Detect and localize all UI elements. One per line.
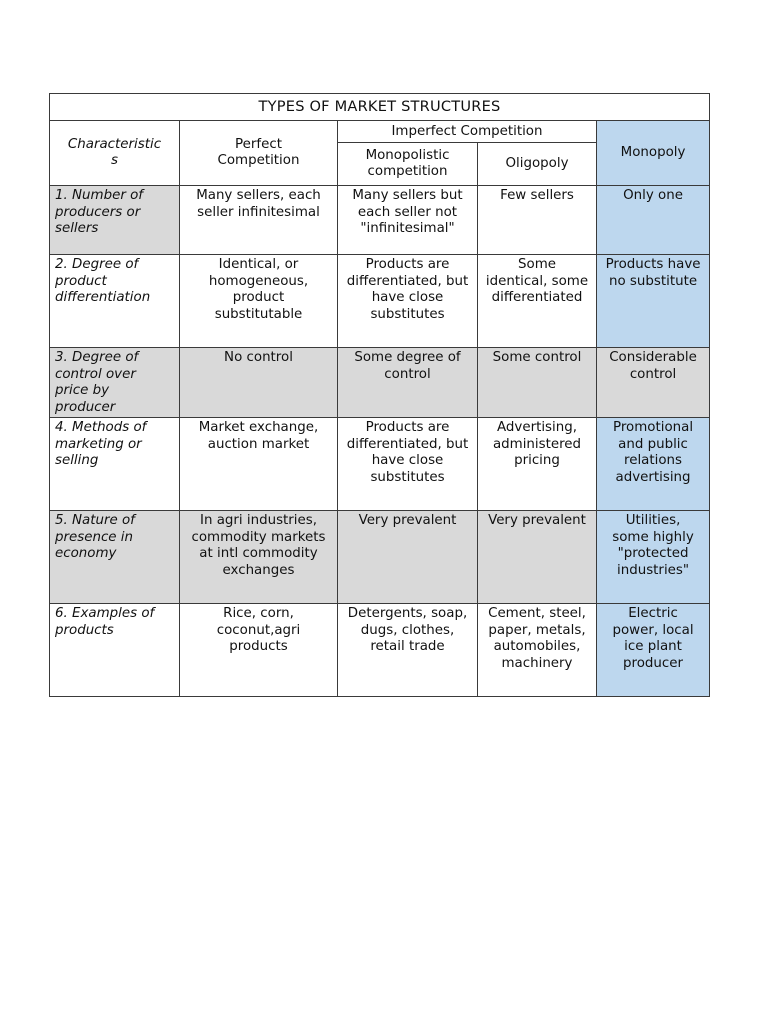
table-title: TYPES OF MARKET STRUCTURES <box>50 94 710 121</box>
cell-monopoly: Promotional and public relations advertising <box>597 418 710 511</box>
cell-monopoly: Considerable control <box>597 348 710 418</box>
cell-perfect: Market exchange, auction market <box>180 418 338 511</box>
row-characteristic: 1. Number of producers or sellers <box>50 186 180 255</box>
cell-monopoly: Electric power, local ice plant producer <box>597 604 710 697</box>
row-characteristic: 2. Degree of product differentiation <box>50 255 180 348</box>
cell-monopolistic: Many sellers but each seller not "infinitesimal" <box>338 186 478 255</box>
cell-oligopoly: Some identical, some differentiated <box>478 255 597 348</box>
row-characteristic: 3. Degree of control over price by producer <box>50 348 180 418</box>
market-structures-table <box>49 93 710 697</box>
cell-perfect: No control <box>180 348 338 418</box>
row-characteristic: 4. Methods of marketing or selling <box>50 418 180 511</box>
header-oligopoly: Oligopoly <box>478 143 597 186</box>
cell-perfect: Rice, corn, coconut,agri products <box>180 604 338 697</box>
row-characteristic: 6. Examples of products <box>50 604 180 697</box>
table-row <box>50 255 710 348</box>
cell-monopolistic: Detergents, soap, dugs, clothes, retail trade <box>338 604 478 697</box>
header-monopoly: Monopoly <box>597 121 710 186</box>
cell-monopolistic: Products are differentiated, but have close substitutes <box>338 255 478 348</box>
table-row <box>50 604 710 697</box>
table-row <box>50 511 710 604</box>
cell-perfect: Identical, or homogeneous, product substitutable <box>180 255 338 348</box>
row-characteristic: 5. Nature of presence in economy <box>50 511 180 604</box>
header-characteristics: Characteristic s <box>50 121 180 186</box>
cell-oligopoly: Advertising, administered pricing <box>478 418 597 511</box>
cell-oligopoly: Few sellers <box>478 186 597 255</box>
cell-monopolistic: Products are differentiated, but have close substitutes <box>338 418 478 511</box>
table-row <box>50 186 710 255</box>
cell-oligopoly: Cement, steel, paper, metals, automobiles, machinery <box>478 604 597 697</box>
cell-oligopoly: Very prevalent <box>478 511 597 604</box>
header-perfect-competition: Perfect Competition <box>180 121 338 186</box>
table-title-row <box>50 94 710 121</box>
cell-monopoly: Utilities, some highly "protected industries" <box>597 511 710 604</box>
table-row <box>50 418 710 511</box>
header-row-top <box>50 121 710 143</box>
header-monopolistic-competition: Monopolistic competition <box>338 143 478 186</box>
cell-monopoly: Only one <box>597 186 710 255</box>
cell-monopolistic: Very prevalent <box>338 511 478 604</box>
cell-perfect: In agri industries, commodity markets at intl commodity exchanges <box>180 511 338 604</box>
table-row <box>50 348 710 418</box>
cell-oligopoly: Some control <box>478 348 597 418</box>
cell-monopoly: Products have no substitute <box>597 255 710 348</box>
cell-monopolistic: Some degree of control <box>338 348 478 418</box>
header-imperfect-competition: Imperfect Competition <box>338 121 597 143</box>
cell-perfect: Many sellers, each seller infinitesimal <box>180 186 338 255</box>
